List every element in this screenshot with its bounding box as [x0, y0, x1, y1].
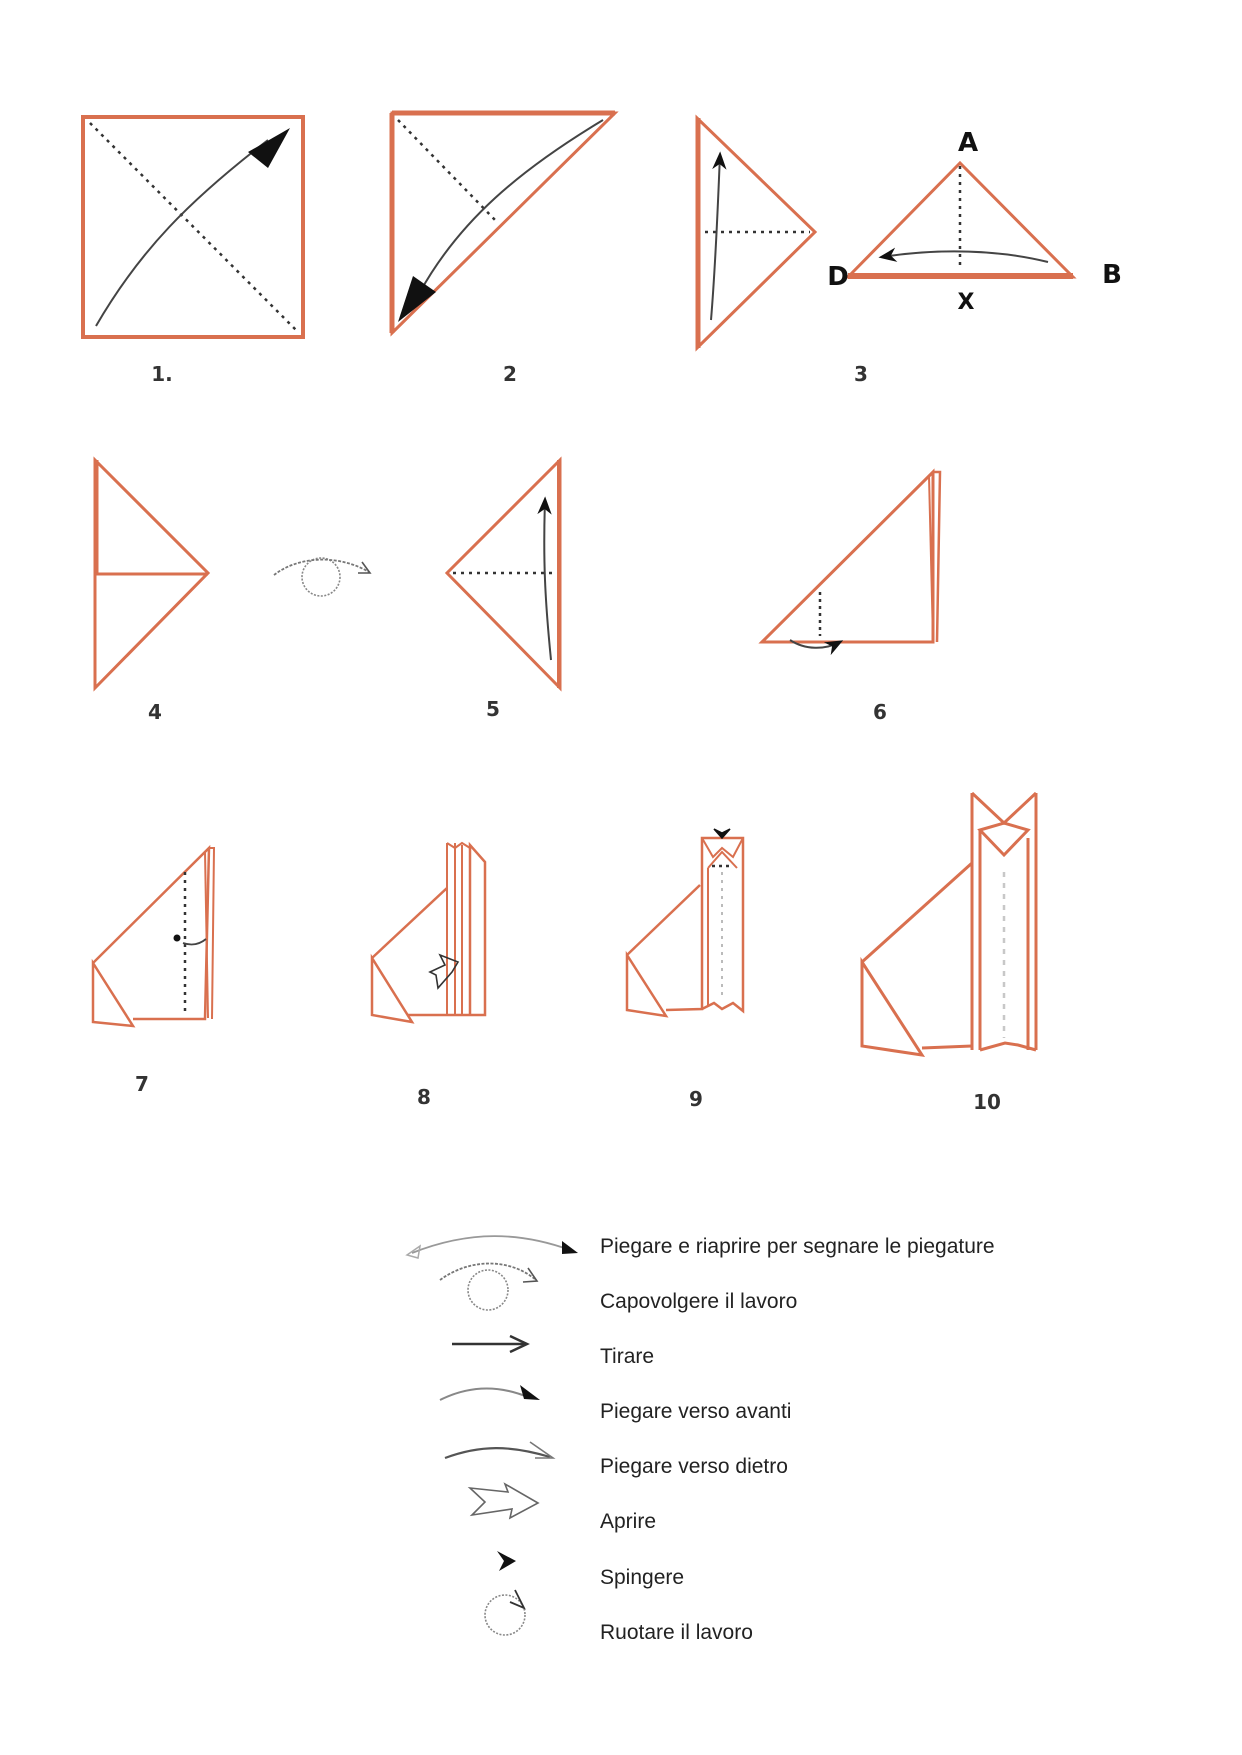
step-3b-diagram — [848, 163, 1073, 277]
legend-label-turn-over: Capovolgere il lavoro — [600, 1290, 798, 1313]
legend-label-fold-backward: Piegare verso dietro — [600, 1455, 788, 1478]
step-4-diagram — [95, 460, 208, 688]
step-5-diagram — [447, 460, 560, 688]
step-label-8: 8 — [417, 1085, 431, 1109]
legend-label-rotate: Ruotare il lavoro — [600, 1621, 753, 1644]
step-label-9: 9 — [689, 1087, 703, 1111]
step-6-diagram — [762, 472, 940, 648]
point-label-b: B — [1102, 260, 1122, 290]
rotate-icon — [485, 1590, 525, 1635]
point-label-x: X — [957, 290, 975, 315]
step-label-10: 10 — [973, 1090, 1001, 1114]
step-label-2: 2 — [503, 362, 517, 386]
step-label-7: 7 — [135, 1072, 149, 1096]
valley-fold-and-unfold-icon — [407, 1236, 578, 1258]
fold-forward-icon — [440, 1385, 540, 1400]
pull-arrow-icon — [452, 1336, 527, 1352]
point-label-a: A — [957, 128, 979, 158]
step-9-diagram — [627, 829, 743, 1016]
legend-label-pull: Tirare — [600, 1345, 655, 1368]
legend-label-fold-forward: Piegare verso avanti — [600, 1400, 792, 1423]
legend-label-push: Spingere — [600, 1566, 685, 1589]
step-10-diagram — [862, 793, 1036, 1055]
open-arrow-icon — [470, 1484, 538, 1518]
step-label-5: 5 — [486, 697, 500, 721]
legend-label-fold-unfold: Piegare e riaprire per segnare le piegature — [600, 1235, 995, 1258]
step-label-1: 1. — [151, 362, 173, 386]
step-label-6: 6 — [873, 700, 887, 724]
push-icon — [497, 1551, 516, 1571]
step-2-diagram — [392, 113, 615, 333]
step-8-diagram — [372, 843, 485, 1022]
legend-label-open: Aprire — [600, 1510, 657, 1533]
fold-backward-icon — [445, 1442, 553, 1458]
step-7-diagram — [93, 848, 214, 1026]
step-label-4: 4 — [148, 700, 162, 724]
step-1-diagram — [83, 117, 303, 337]
point-label-d: D — [827, 262, 849, 292]
turn-over-icon — [274, 558, 370, 596]
turn-over-icon — [440, 1264, 537, 1311]
step-3a-diagram — [697, 118, 815, 348]
step-label-3: 3 — [854, 362, 868, 386]
